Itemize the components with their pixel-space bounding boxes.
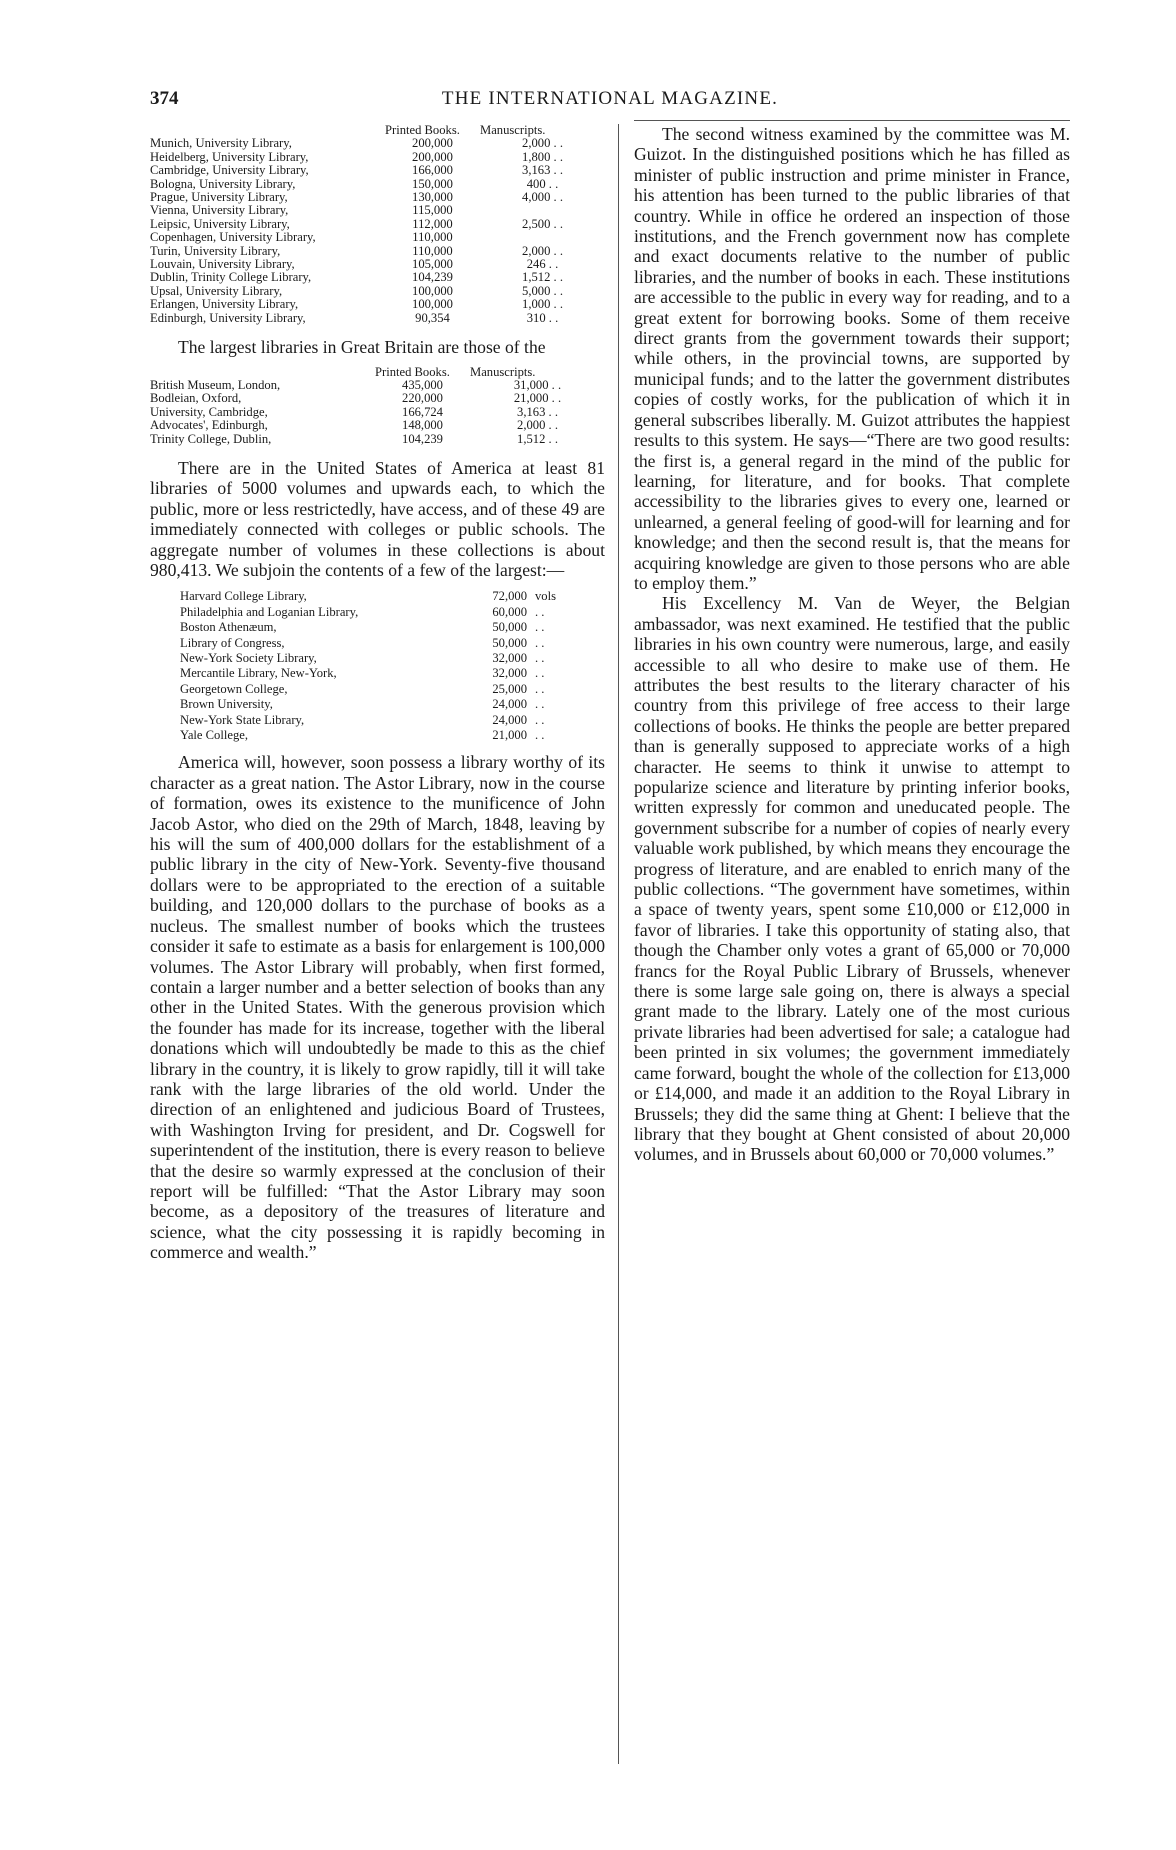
table-row: Advocates', Edinburgh, 148,000 2,000 . . <box>150 418 558 433</box>
table-row: Dublin, Trinity College Library, 104,239 1,512 . . <box>150 270 563 285</box>
column-header-manuscripts: Manuscripts. <box>480 123 546 137</box>
table-row: Harvard College Library, 72,000 vols <box>180 589 556 604</box>
running-title: THE INTERNATIONAL MAGAZINE. <box>441 88 779 109</box>
table-row: Leipsic, University Library, 112,000 2,500 . . <box>150 216 563 231</box>
table-row: Edinburgh, University Library, 90,354 310 . . <box>150 310 559 325</box>
top-rule <box>634 120 1070 121</box>
table-row: Munich, University Library, 200,000 2,000 . . <box>150 136 563 151</box>
britain-intro-paragraph: The largest libraries in Great Britain are those of the <box>178 337 546 358</box>
astor-library-paragraph: America will, however, soon possess a library worthy of its character as a great nation. The Astor Library, now in the course of formation, owes its existence to the munificence of John Jacob Astor, who died on the 29th of March, 1848, leaving by his will the sum of 400,000 dollars for the establishment of a public library in the city of New-York. Seventy-five thousand dollars were to be appropriated to the erection of a suitable building, and 120,000 dollars to the purchase of books as a nucleus. The smallest number of books which the trustees consider it safe to estimate as a basis for enlargement is 100,000 volumes. The Astor Library will probably, when first formed, contain a larger number and a better selection of books than any other in the United States. With the generous provision which the founder has made for its increase, together with the liberal donations which will undoubtedly be made to this as the chief library in the country, it is likely to grow rapidly, till it will take rank with the large libraries of the old world. Under the direction of an enlightened and judicious Board of Trustees, with Washington Irving for president, and Dr. Cogswell for superintendent of the institution, there is every reason to believe that the desire so warmly expressed at the conclusion of their report will be fulfilled: “That the Astor Library may soon become, as a depository of the treasures of literature and science, what the city possessing it is rapidly becoming in commerce and wealth.” <box>150 752 605 1263</box>
page-header <box>150 88 1070 118</box>
column-header-printed: Printed Books. <box>375 364 450 379</box>
table-row: Cambridge, University Library, 166,000 3,163 . . <box>150 163 563 178</box>
table-row: University, Cambridge, 166,724 3,163 . . <box>150 404 558 419</box>
table-row: British Museum, London, 435,000 31,000 . . <box>150 377 562 392</box>
us-libraries-table <box>178 588 598 744</box>
table-row: Heidelberg, University Library, 200,000 1,800 . . <box>150 149 563 164</box>
table-row: Georgetown College, 25,000 . . <box>180 681 545 696</box>
table-row: Vienna, University Library, 115,000 <box>150 203 453 218</box>
table-row: Erlangen, University Library, 100,000 1,000 . . <box>150 297 563 312</box>
column-rule <box>618 124 619 1764</box>
table-row: Bodleian, Oxford, 220,000 21,000 . . <box>150 391 562 406</box>
table-row: Library of Congress, 50,000 . . <box>180 635 545 650</box>
column-header-manuscripts: Manuscripts. <box>470 364 536 379</box>
right-column <box>634 124 1070 1165</box>
table-row: Yale College, 21,000 . . <box>180 728 545 743</box>
table-row: Copenhagen, University Library, 110,000 <box>150 230 453 245</box>
us-intro-paragraph: There are in the United States of America at least 81 libraries of 5000 volumes and upwards each, to which the public, more or less restrictedly, have access, and of these 49 are immediately connected with colleges or public schools. The aggregate number of volumes in these collections is about 980,413. We subjoin the contents of a few of the largest:— <box>150 457 605 580</box>
table-row: Prague, University Library, 130,000 4,000 . . <box>150 190 563 205</box>
table-row: Bologna, University Library, 150,000 400 . . <box>150 176 559 191</box>
table-row: Upsal, University Library, 100,000 5,000 . . <box>150 283 563 298</box>
table-row: Trinity College, Dublin, 104,239 1,512 . . <box>150 431 558 446</box>
continental-libraries-table <box>150 124 605 325</box>
table-row: New-York Society Library, 32,000 . . <box>180 651 545 665</box>
column-header-printed: Printed Books. <box>385 123 460 137</box>
britain-libraries-table <box>150 366 605 446</box>
page-number: 374 <box>150 88 179 109</box>
van-de-weyer-paragraph: His Excellency M. Van de Weyer, the Belgian ambassador, was next examined. He testified that the public libraries in his own country were numerous, large, and easily accessible to all who desire to make use of them. He attributes the best results to the literary character of his country from this privilege of free access to their large collections of books. He thinks the people are better prepared than is generally supposed to appreciate works of a high character. He seems to think it unwise to attempt to popularize science and literature by printing inferior books, written expressly for common and uneducated people. The government subscribe for a number of copies of nearly every valuable work published, by which means they encourage the progress of literature, and are enabled to enrich many of the public collections. “The government have sometimes, within a space of twenty years, spent some £10,000 or £12,000 in favor of libraries. I take this opportunity of stating also, that though the Chamber only votes a grant of 65,000 or 70,000 francs for the Royal Public Library of Brussels, whenever there is some large sale going on, there is always a special grant made to the library. Lately one of the most curious private libraries had been advertised for sale; a catalogue had been printed in six volumes; the government immediately came forward, bought the whole of the collection for £13,000 or £14,000, and made it an addition to the Royal Library in Brussels; they did the same thing at Ghent: I believe that the library that they bought at Ghent consisted of about 20,000 volumes, and in Brussels about 60,000 or 70,000 volumes.” <box>634 593 1070 1165</box>
table-row: Brown University, 24,000 . . <box>180 697 545 712</box>
magazine-page <box>150 88 1070 1788</box>
table-row: Louvain, University Library, 105,000 246 . . <box>150 257 559 272</box>
guizot-paragraph: The second witness examined by the committee was M. Guizot. In the distinguished positions which he has filled as minister of public instruction and prime minister in France, his attention has been turned to the public libraries of that country. While in office he ordered an inspection of those institutions, and the French government now has complete and exact documents relative to the number of public libraries, and the number of books in each. These institutions are accessible to the public in every way for reading, and to a great extent for borrowing books. Some of them receive direct grants from the government towards their support; while others, in the provincial towns, are supported by municipal funds; and to the latter the government distributes copies of costly works, for the publication of which it in general subscribes liberally. M. Guizot attributes the happiest results to this system. He says—“There are two good results: the first is, a general regard in the mind of the public for learning, for literature, and for books. That complete accessibility to the libraries gives to every one, learned or unlearned, a general feeling of good-will for learning and for knowledge; and then the second result is, that the means for acquiring knowledge are given to those persons who are able to employ them.” <box>634 124 1070 593</box>
table-row: New-York State Library, 24,000 . . <box>180 712 545 727</box>
table-row: Boston Athenæum, 50,000 . . <box>180 620 545 635</box>
left-column <box>150 124 605 1263</box>
table-row: Philadelphia and Loganian Library, 60,000 . . <box>180 604 545 619</box>
table-row: Mercantile Library, New-York, 32,000 . . <box>180 666 545 681</box>
table-row: Turin, University Library, 110,000 2,000 . . <box>150 243 563 258</box>
